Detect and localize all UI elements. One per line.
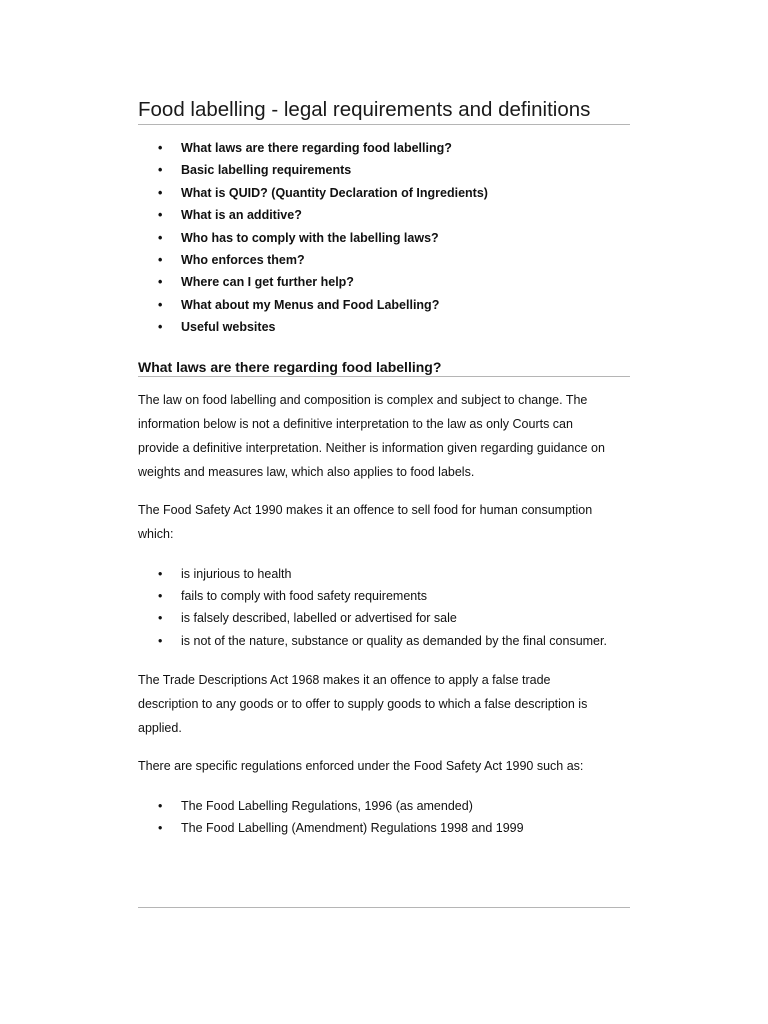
offence-item-label: fails to comply with food safety requirements: [181, 589, 427, 604]
bullet-icon: •: [158, 252, 163, 267]
document-title: Food labelling - legal requirements and definitions: [138, 98, 591, 121]
contents-list: [138, 140, 638, 342]
bullet-icon: •: [158, 589, 163, 604]
offence-item-label: is injurious to health: [181, 567, 292, 581]
contents-item: [138, 207, 638, 229]
contents-item: [138, 230, 638, 252]
offence-item: [138, 566, 638, 588]
bullet-icon: •: [158, 611, 163, 626]
regulation-item-label: The Food Labelling (Amendment) Regulations 1998 and 1999: [181, 821, 524, 836]
bullet-icon: •: [158, 633, 163, 648]
contents-item: [138, 162, 638, 184]
section-divider: [138, 376, 630, 377]
regulation-item-label: The Food Labelling Regulations, 1996 (as amended): [181, 799, 473, 813]
offence-item-label: is not of the nature, substance or quality as demanded by the final consumer.: [181, 633, 607, 648]
bullet-icon: •: [158, 208, 163, 223]
paragraph-line: weights and measures law, which also applies to food labels.: [138, 465, 475, 479]
contents-item: [138, 319, 638, 341]
paragraph-line: applied.: [138, 721, 182, 735]
section-heading: What laws are there regarding food labelling?: [138, 359, 442, 375]
contents-item-label: Who has to comply with the labelling laws?: [181, 230, 439, 245]
paragraph-line: The Trade Descriptions Act 1968 makes it an offence to apply a false trade: [138, 673, 551, 687]
regulation-item: [138, 820, 638, 842]
paragraph-line: There are specific regulations enforced under the Food Safety Act 1990 such as:: [138, 759, 584, 773]
contents-item-label: What is an additive?: [181, 208, 302, 223]
paragraph-line: The Food Safety Act 1990 makes it an offence to sell food for human consumption: [138, 503, 593, 517]
offence-item: [138, 610, 638, 632]
regulation-item: [138, 798, 638, 820]
bullet-icon: •: [158, 275, 163, 290]
paragraph-trade-descriptions-act: [138, 668, 638, 740]
offence-item: [138, 633, 638, 655]
title-divider: [138, 124, 630, 125]
contents-item-label: Where can I get further help?: [181, 275, 354, 290]
paragraph-line: information below is not a definitive interpretation to the law as only Courts can: [138, 417, 573, 431]
bullet-icon: •: [158, 320, 163, 335]
bullet-icon: •: [158, 163, 163, 178]
contents-item-label: Basic labelling requirements: [181, 163, 352, 178]
bullet-icon: •: [158, 297, 163, 312]
paragraph-food-safety-act: [138, 498, 638, 546]
paragraph-specific-regulations: [138, 754, 638, 778]
contents-item-label: Who enforces them?: [181, 252, 305, 267]
bullet-icon: •: [158, 567, 163, 581]
bullet-icon: •: [158, 799, 163, 813]
contents-item-label: What is QUID? (Quantity Declaration of Ingredients): [181, 185, 488, 200]
contents-item: [138, 297, 638, 319]
regulations-list: [138, 798, 638, 842]
contents-item: [138, 185, 638, 207]
bullet-icon: •: [158, 230, 163, 245]
footer-divider: [138, 907, 630, 908]
contents-item: [138, 140, 638, 162]
paragraph-line: provide a definitive interpretation. Neither is information given regarding guidance on: [138, 441, 605, 455]
bullet-icon: •: [158, 821, 163, 836]
bullet-icon: •: [158, 141, 163, 155]
offence-item: [138, 588, 638, 610]
paragraph-line: The law on food labelling and composition is complex and subject to change. The: [138, 393, 588, 407]
bullet-icon: •: [158, 185, 163, 200]
offence-item-label: is falsely described, labelled or advertised for sale: [181, 611, 457, 626]
paragraph-law-complexity: [138, 388, 638, 484]
contents-item: [138, 252, 638, 274]
contents-item-label: Useful websites: [181, 320, 276, 335]
contents-item-label: What about my Menus and Food Labelling?: [181, 297, 440, 312]
contents-item: [138, 274, 638, 296]
offence-list: [138, 566, 638, 655]
paragraph-line: description to any goods or to offer to supply goods to which a false description is: [138, 697, 588, 711]
paragraph-line: which:: [138, 527, 174, 541]
contents-item-label: What laws are there regarding food labelling?: [181, 141, 452, 155]
